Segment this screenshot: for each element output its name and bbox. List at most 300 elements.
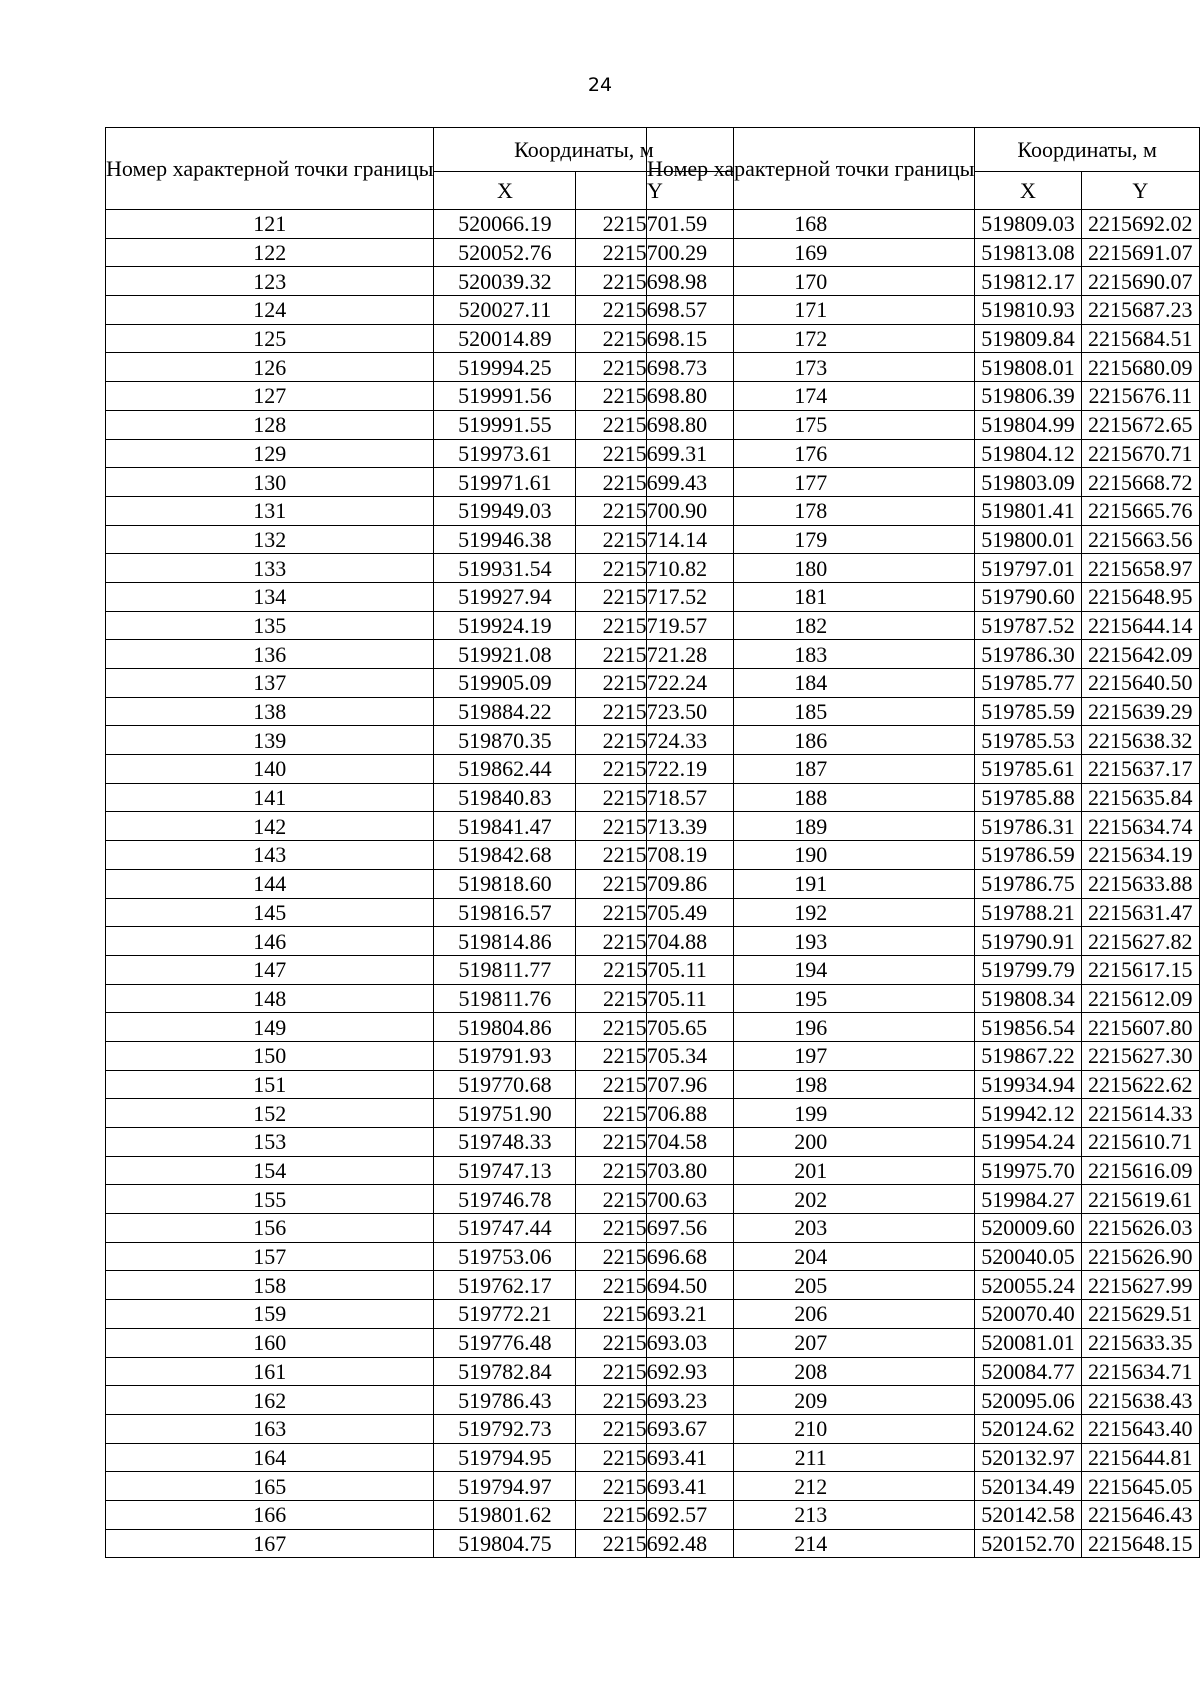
y-coordinate-cell: 2215670.71 [1081,439,1199,468]
x-coordinate-cell: 519921.08 [434,640,576,669]
point-number-cell: 136 [106,640,434,669]
y-coordinate-cell: 2215676.11 [1081,382,1199,411]
point-number-cell: 173 [647,353,975,382]
table-row [647,1443,1200,1472]
x-coordinate-cell: 519884.22 [434,697,576,726]
table-row [647,1013,1200,1042]
y-coordinate-cell: 2215694.50 [576,1271,734,1300]
table-row [647,783,1200,812]
point-number-cell: 200 [647,1128,975,1157]
y-coordinate-cell: 2215665.76 [1081,496,1199,525]
point-number-cell: 163 [106,1414,434,1443]
y-coordinate-cell: 2215672.65 [1081,410,1199,439]
x-coordinate-cell: 519772.21 [434,1300,576,1329]
table-row [106,582,734,611]
y-coordinate-cell: 2215704.88 [576,927,734,956]
x-coordinate-cell: 519794.97 [434,1472,576,1501]
table-row [106,1099,734,1128]
table-row [106,1070,734,1099]
table-row [106,1443,734,1472]
table-row [106,1414,734,1443]
point-number-cell: 207 [647,1328,975,1357]
x-coordinate-cell: 519782.84 [434,1357,576,1386]
table-row [647,382,1200,411]
point-number-cell: 128 [106,410,434,439]
header-y: Y [576,172,734,210]
table-row [106,1214,734,1243]
table-row [647,1500,1200,1529]
x-coordinate-cell: 519785.88 [975,783,1081,812]
point-number-cell: 197 [647,1041,975,1070]
table-row [647,1271,1200,1300]
table-row [647,439,1200,468]
table-row [647,468,1200,497]
point-number-cell: 167 [106,1529,434,1558]
y-coordinate-cell: 2215639.29 [1081,697,1199,726]
y-coordinate-cell: 2215610.71 [1081,1128,1199,1157]
table-row [106,1529,734,1558]
point-number-cell: 171 [647,296,975,325]
x-coordinate-cell: 519787.52 [975,611,1081,640]
table-row [647,869,1200,898]
y-coordinate-cell: 2215638.32 [1081,726,1199,755]
table-row [106,267,734,296]
point-number-cell: 131 [106,496,434,525]
point-number-cell: 172 [647,324,975,353]
table-row [647,496,1200,525]
x-coordinate-cell: 519991.55 [434,410,576,439]
point-number-cell: 187 [647,755,975,784]
x-coordinate-cell: 519786.75 [975,869,1081,898]
x-coordinate-cell: 520095.06 [975,1386,1081,1415]
x-coordinate-cell: 519975.70 [975,1156,1081,1185]
x-coordinate-cell: 520084.77 [975,1357,1081,1386]
table-row [106,1156,734,1185]
x-coordinate-cell: 519973.61 [434,439,576,468]
x-coordinate-cell: 519786.31 [975,812,1081,841]
x-coordinate-cell: 520134.49 [975,1472,1081,1501]
point-number-cell: 192 [647,898,975,927]
table-row [106,841,734,870]
y-coordinate-cell: 2215658.97 [1081,554,1199,583]
y-coordinate-cell: 2215692.48 [576,1529,734,1558]
x-coordinate-cell: 519814.86 [434,927,576,956]
table-row [647,898,1200,927]
y-coordinate-cell: 2215718.57 [576,783,734,812]
table-row [647,1328,1200,1357]
table-row [106,1185,734,1214]
x-coordinate-cell: 519801.41 [975,496,1081,525]
x-coordinate-cell: 519747.44 [434,1214,576,1243]
x-coordinate-cell: 519994.25 [434,353,576,382]
y-coordinate-cell: 2215648.15 [1081,1529,1199,1558]
y-coordinate-cell: 2215708.19 [576,841,734,870]
table-row [647,1128,1200,1157]
point-number-cell: 155 [106,1185,434,1214]
y-coordinate-cell: 2215642.09 [1081,640,1199,669]
table-row [106,726,734,755]
point-number-cell: 145 [106,898,434,927]
point-number-cell: 123 [106,267,434,296]
table-row [647,1300,1200,1329]
table-row [647,1156,1200,1185]
point-number-cell: 121 [106,210,434,239]
table-row [647,1386,1200,1415]
point-number-cell: 134 [106,582,434,611]
y-coordinate-cell: 2215707.96 [576,1070,734,1099]
x-coordinate-cell: 519862.44 [434,755,576,784]
x-coordinate-cell: 519786.30 [975,640,1081,669]
y-coordinate-cell: 2215693.67 [576,1414,734,1443]
point-number-cell: 130 [106,468,434,497]
table-row [106,955,734,984]
header-y: Y [1081,172,1199,210]
y-coordinate-cell: 2215633.35 [1081,1328,1199,1357]
x-coordinate-cell: 519785.53 [975,726,1081,755]
header-x: X [975,172,1081,210]
x-coordinate-cell: 519790.60 [975,582,1081,611]
table-row [106,324,734,353]
point-number-cell: 170 [647,267,975,296]
table-row [106,1386,734,1415]
point-number-cell: 185 [647,697,975,726]
y-coordinate-cell: 2215637.17 [1081,755,1199,784]
table-row [106,927,734,956]
point-number-cell: 139 [106,726,434,755]
page-number: 24 [587,74,613,96]
x-coordinate-cell: 519746.78 [434,1185,576,1214]
point-number-cell: 146 [106,927,434,956]
y-coordinate-cell: 2215646.43 [1081,1500,1199,1529]
y-coordinate-cell: 2215706.88 [576,1099,734,1128]
table-row [106,1242,734,1271]
x-coordinate-cell: 519803.09 [975,468,1081,497]
point-number-cell: 142 [106,812,434,841]
point-number-cell: 193 [647,927,975,956]
point-number-cell: 144 [106,869,434,898]
y-coordinate-cell: 2215698.57 [576,296,734,325]
point-number-cell: 209 [647,1386,975,1415]
x-coordinate-cell: 519785.61 [975,755,1081,784]
point-number-cell: 154 [106,1156,434,1185]
x-coordinate-cell: 519811.77 [434,955,576,984]
table-row [647,296,1200,325]
table-row [106,669,734,698]
table-row [647,1242,1200,1271]
x-coordinate-cell: 520055.24 [975,1271,1081,1300]
point-number-cell: 158 [106,1271,434,1300]
point-number-cell: 143 [106,841,434,870]
table-row [106,812,734,841]
point-number-cell: 202 [647,1185,975,1214]
y-coordinate-cell: 2215723.50 [576,697,734,726]
x-coordinate-cell: 519794.95 [434,1443,576,1472]
table-row [106,984,734,1013]
point-number-cell: 156 [106,1214,434,1243]
point-number-cell: 188 [647,783,975,812]
y-coordinate-cell: 2215617.15 [1081,955,1199,984]
y-coordinate-cell: 2215705.65 [576,1013,734,1042]
y-coordinate-cell: 2215614.33 [1081,1099,1199,1128]
table-row [647,611,1200,640]
table-row [106,410,734,439]
point-number-cell: 165 [106,1472,434,1501]
point-number-cell: 186 [647,726,975,755]
x-coordinate-cell: 519770.68 [434,1070,576,1099]
x-coordinate-cell: 519818.60 [434,869,576,898]
y-coordinate-cell: 2215626.90 [1081,1242,1199,1271]
table-row [647,841,1200,870]
y-coordinate-cell: 2215684.51 [1081,324,1199,353]
x-coordinate-cell: 520081.01 [975,1328,1081,1357]
table-row [106,1328,734,1357]
y-coordinate-cell: 2215698.98 [576,267,734,296]
y-coordinate-cell: 2215700.29 [576,238,734,267]
y-coordinate-cell: 2215631.47 [1081,898,1199,927]
x-coordinate-cell: 519785.77 [975,669,1081,698]
table-row [647,726,1200,755]
y-coordinate-cell: 2215705.11 [576,984,734,1013]
x-coordinate-cell: 519809.03 [975,210,1081,239]
x-coordinate-cell: 519971.61 [434,468,576,497]
table-row [106,439,734,468]
header-x: X [434,172,576,210]
table-row [106,1041,734,1070]
x-coordinate-cell: 520039.32 [434,267,576,296]
point-number-cell: 208 [647,1357,975,1386]
table-row [106,238,734,267]
x-coordinate-cell: 519870.35 [434,726,576,755]
y-coordinate-cell: 2215687.23 [1081,296,1199,325]
table-row [647,984,1200,1013]
header-coordinates: Координаты, м [434,128,734,172]
x-coordinate-cell: 519801.62 [434,1500,576,1529]
x-coordinate-cell: 519808.34 [975,984,1081,1013]
table-row [647,755,1200,784]
x-coordinate-cell: 519804.99 [975,410,1081,439]
table-row [106,1128,734,1157]
y-coordinate-cell: 2215634.74 [1081,812,1199,841]
y-coordinate-cell: 2215644.81 [1081,1443,1199,1472]
point-number-cell: 122 [106,238,434,267]
point-number-cell: 140 [106,755,434,784]
x-coordinate-cell: 519797.01 [975,554,1081,583]
table-row [106,382,734,411]
y-coordinate-cell: 2215616.09 [1081,1156,1199,1185]
y-coordinate-cell: 2215619.61 [1081,1185,1199,1214]
y-coordinate-cell: 2215696.68 [576,1242,734,1271]
x-coordinate-cell: 519751.90 [434,1099,576,1128]
x-coordinate-cell: 519748.33 [434,1128,576,1157]
point-number-cell: 190 [647,841,975,870]
x-coordinate-cell: 519804.12 [975,439,1081,468]
table-row [106,353,734,382]
y-coordinate-cell: 2215709.86 [576,869,734,898]
y-coordinate-cell: 2215648.95 [1081,582,1199,611]
x-coordinate-cell: 520142.58 [975,1500,1081,1529]
table-body-right [647,210,1200,1558]
x-coordinate-cell: 519905.09 [434,669,576,698]
table-row [106,1271,734,1300]
table-row [647,525,1200,554]
table-row [647,697,1200,726]
y-coordinate-cell: 2215692.57 [576,1500,734,1529]
point-number-cell: 178 [647,496,975,525]
x-coordinate-cell: 520040.05 [975,1242,1081,1271]
x-coordinate-cell: 519806.39 [975,382,1081,411]
y-coordinate-cell: 2215697.56 [576,1214,734,1243]
y-coordinate-cell: 2215693.41 [576,1472,734,1501]
point-number-cell: 211 [647,1443,975,1472]
point-number-cell: 141 [106,783,434,812]
x-coordinate-cell: 519841.47 [434,812,576,841]
y-coordinate-cell: 2215629.51 [1081,1300,1199,1329]
x-coordinate-cell: 519954.24 [975,1128,1081,1157]
point-number-cell: 177 [647,468,975,497]
point-number-cell: 175 [647,410,975,439]
y-coordinate-cell: 2215698.15 [576,324,734,353]
y-coordinate-cell: 2215644.14 [1081,611,1199,640]
x-coordinate-cell: 520014.89 [434,324,576,353]
table-row [106,1500,734,1529]
table-row [647,1357,1200,1386]
y-coordinate-cell: 2215701.59 [576,210,734,239]
y-coordinate-cell: 2215663.56 [1081,525,1199,554]
y-coordinate-cell: 2215704.58 [576,1128,734,1157]
y-coordinate-cell: 2215668.72 [1081,468,1199,497]
x-coordinate-cell: 519856.54 [975,1013,1081,1042]
point-number-cell: 161 [106,1357,434,1386]
y-coordinate-cell: 2215717.52 [576,582,734,611]
table-row [106,611,734,640]
point-number-cell: 159 [106,1300,434,1329]
x-coordinate-cell: 519984.27 [975,1185,1081,1214]
table-row [106,1300,734,1329]
y-coordinate-cell: 2215722.24 [576,669,734,698]
y-coordinate-cell: 2215634.19 [1081,841,1199,870]
x-coordinate-cell: 519811.76 [434,984,576,1013]
table-row [106,554,734,583]
point-number-cell: 166 [106,1500,434,1529]
y-coordinate-cell: 2215693.41 [576,1443,734,1472]
table-row [106,898,734,927]
x-coordinate-cell: 519799.79 [975,955,1081,984]
point-number-cell: 152 [106,1099,434,1128]
x-coordinate-cell: 519747.13 [434,1156,576,1185]
y-coordinate-cell: 2215724.33 [576,726,734,755]
table-row [647,927,1200,956]
y-coordinate-cell: 2215693.03 [576,1328,734,1357]
point-number-cell: 150 [106,1041,434,1070]
point-number-cell: 210 [647,1414,975,1443]
table-row [647,1070,1200,1099]
y-coordinate-cell: 2215692.02 [1081,210,1199,239]
y-coordinate-cell: 2215622.62 [1081,1070,1199,1099]
table-row [106,210,734,239]
table-row [106,1472,734,1501]
y-coordinate-cell: 2215700.63 [576,1185,734,1214]
y-coordinate-cell: 2215627.99 [1081,1271,1199,1300]
point-number-cell: 148 [106,984,434,1013]
y-coordinate-cell: 2215633.88 [1081,869,1199,898]
table-row [647,353,1200,382]
point-number-cell: 125 [106,324,434,353]
x-coordinate-cell: 519790.91 [975,927,1081,956]
header-point-number: Номер характерной точки границы [106,128,434,210]
y-coordinate-cell: 2215627.82 [1081,927,1199,956]
x-coordinate-cell: 519809.84 [975,324,1081,353]
y-coordinate-cell: 2215721.28 [576,640,734,669]
x-coordinate-cell: 519808.01 [975,353,1081,382]
point-number-cell: 206 [647,1300,975,1329]
x-coordinate-cell: 519927.94 [434,582,576,611]
point-number-cell: 180 [647,554,975,583]
y-coordinate-cell: 2215719.57 [576,611,734,640]
table-row [106,496,734,525]
x-coordinate-cell: 519791.93 [434,1041,576,1070]
y-coordinate-cell: 2215635.84 [1081,783,1199,812]
x-coordinate-cell: 519810.93 [975,296,1081,325]
table-row [106,697,734,726]
y-coordinate-cell: 2215705.34 [576,1041,734,1070]
x-coordinate-cell: 520027.11 [434,296,576,325]
point-number-cell: 203 [647,1214,975,1243]
point-number-cell: 157 [106,1242,434,1271]
point-number-cell: 212 [647,1472,975,1501]
y-coordinate-cell: 2215640.50 [1081,669,1199,698]
point-number-cell: 169 [647,238,975,267]
y-coordinate-cell: 2215705.11 [576,955,734,984]
y-coordinate-cell: 2215698.80 [576,382,734,411]
point-number-cell: 205 [647,1271,975,1300]
point-number-cell: 195 [647,984,975,1013]
point-number-cell: 135 [106,611,434,640]
x-coordinate-cell: 519813.08 [975,238,1081,267]
y-coordinate-cell: 2215713.39 [576,812,734,841]
y-coordinate-cell: 2215643.40 [1081,1414,1199,1443]
table-row [106,468,734,497]
coordinates-table-right [646,127,1200,1558]
table-row [647,1529,1200,1558]
table-row [106,1013,734,1042]
point-number-cell: 189 [647,812,975,841]
x-coordinate-cell: 519816.57 [434,898,576,927]
point-number-cell: 201 [647,1156,975,1185]
table-row [106,869,734,898]
coordinates-table-left [105,127,734,1558]
table-row [647,410,1200,439]
point-number-cell: 149 [106,1013,434,1042]
x-coordinate-cell: 520066.19 [434,210,576,239]
point-number-cell: 168 [647,210,975,239]
y-coordinate-cell: 2215710.82 [576,554,734,583]
point-number-cell: 138 [106,697,434,726]
point-number-cell: 213 [647,1500,975,1529]
y-coordinate-cell: 2215607.80 [1081,1013,1199,1042]
y-coordinate-cell: 2215692.93 [576,1357,734,1386]
x-coordinate-cell: 519776.48 [434,1328,576,1357]
y-coordinate-cell: 2215626.03 [1081,1214,1199,1243]
y-coordinate-cell: 2215693.21 [576,1300,734,1329]
table-row [106,640,734,669]
y-coordinate-cell: 2215691.07 [1081,238,1199,267]
x-coordinate-cell: 519949.03 [434,496,576,525]
table-row [106,1357,734,1386]
x-coordinate-cell: 519934.94 [975,1070,1081,1099]
y-coordinate-cell: 2215634.71 [1081,1357,1199,1386]
table-row [106,296,734,325]
table-row [647,1472,1200,1501]
